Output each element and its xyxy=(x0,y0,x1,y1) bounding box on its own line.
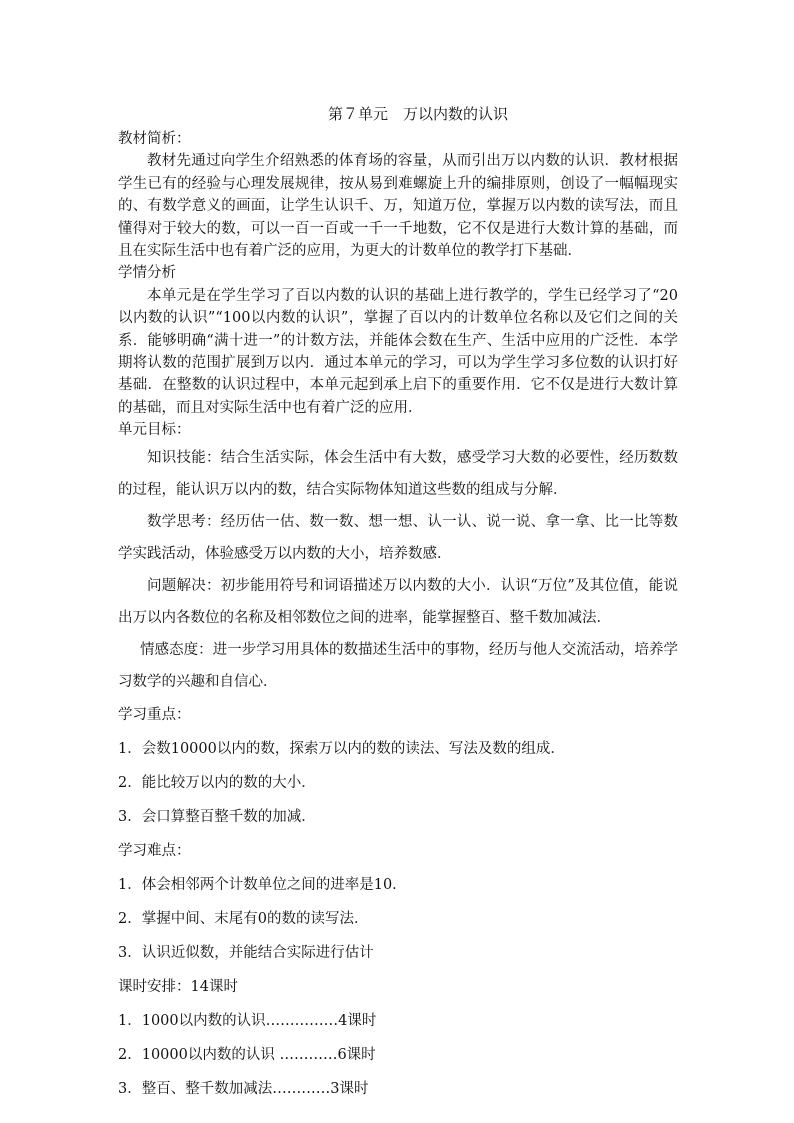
document-page xyxy=(118,100,678,1106)
key-point-item: 3．会口算整百整千数的加减． xyxy=(118,808,316,825)
schedule-heading: 课时安排：14课时 xyxy=(118,978,238,995)
schedule-item: 1．1000以内数的认识……………4课时 xyxy=(118,1012,377,1029)
analysis-paragraph: 教材先通过向学生介绍熟悉的体育场的容量，从而引出万以内数的认识．教材根据学生已有的经验与心理发展规律，按从易到难螺旋上升的编排原则，创设了一幅幅现实的、有数学意义的画面，让学生认识千、万，知道万位，掌握万以内数的读写法，而且懂得对于较大的数，可以一百一百或一千一千地数，它不仅是进行大数计算的基础，而且在实际生活中也有着广泛的应用，为更大的计数单位的教学打下基础． xyxy=(118,153,678,260)
key-point-item: 2．能比较万以内的数的大小． xyxy=(118,774,316,791)
goals-heading: 单元目标： xyxy=(118,422,191,439)
key-point-item: 1．会数10000以内的数，探索万以内的数的读法、写法及数的组成． xyxy=(118,740,565,757)
goal-attitude: 情感态度：进一步学习用具体的数描述生活中的事物，经历与他人交流活动，培养学习数学的兴趣和自信心． xyxy=(118,641,678,690)
situation-paragraph: 本单元是在学生学习了百以内数的认识的基础上进行教学的，学生已经学习了“20以内数的认识”“100以内数的认识”，掌握了百以内的计数单位名称以及它们之间的关系．能够明确“满十进一”的计数方法，并能体会数在生产、生活中应用的广泛性．本学期将认数的范围扩展到万以内．通过本单元的学习，可以为学生学习多位数的认识打好基础．在整数的认识过程中，本单元起到承上启下的重要作用．它不仅是进行大数计算的基础，而且对实际生活中也有着广泛的应用． xyxy=(118,287,678,416)
key-points-heading: 学习重点： xyxy=(118,706,191,723)
goal-problem: 问题解决：初步能用符号和词语描述万以内数的大小．认识“万位”及其位值，能说出万以内各数位的名称及相邻数位之间的进率，能掌握整百、整千数加减法． xyxy=(118,577,678,626)
page-title: 第７单元 万以内数的认识 xyxy=(327,105,508,123)
difficulty-item: 3．认识近似数，并能结合实际进行估计 xyxy=(118,944,374,961)
difficulty-item: 2．掌握中间、末尾有0的数的读写法． xyxy=(118,910,369,927)
schedule-item: 3．整百、整千数加减法…………3课时 xyxy=(118,1080,369,1097)
difficulty-item: 1．体会相邻两个计数单位之间的进率是10． xyxy=(118,876,407,893)
analysis-heading: 教材简析： xyxy=(118,131,191,147)
goal-knowledge: 知识技能：结合生活实际，体会生活中有大数，感受学习大数的必要性，经历数数的过程，能认识万以内的数，结合实际物体知道这些数的组成与分解． xyxy=(118,449,678,498)
schedule-item: 2．10000以内数的认识 …………6课时 xyxy=(118,1046,376,1063)
situation-heading: 学情分析 xyxy=(118,265,176,282)
goal-thinking: 数学思考：经历估一估、数一数、想一想、认一认、说一说、拿一拿、比一比等数学实践活动，体验感受万以内数的大小，培养数感． xyxy=(118,513,678,562)
difficulties-heading: 学习难点： xyxy=(118,842,191,859)
